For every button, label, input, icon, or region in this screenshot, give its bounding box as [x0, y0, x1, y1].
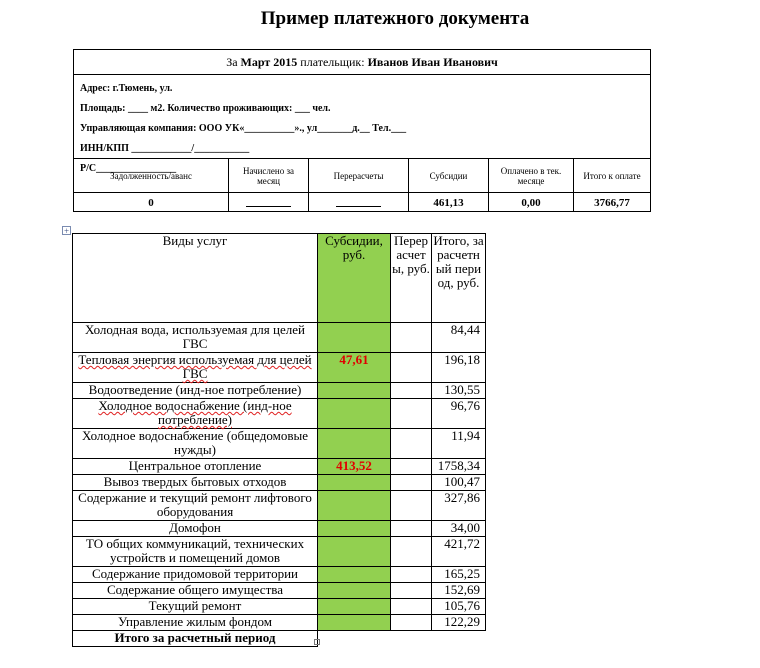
address-line: Адрес: г.Тюмень, ул. [80, 83, 173, 94]
service-row [73, 599, 486, 615]
summary-col-charged: Начислено за месяц [229, 159, 309, 193]
table-move-handle-icon[interactable]: + [63, 226, 70, 236]
service-row [73, 583, 486, 599]
service-name: Содержание и текущий ремонт лифтового оборудования [73, 491, 318, 521]
summary-total-value: 3766,77 [574, 193, 651, 213]
service-subsidy: 413,52 [318, 459, 391, 475]
summary-charged-value [229, 193, 309, 213]
service-name: Управление жилым фондом [73, 615, 318, 631]
summary-col-total: Итого к оплате [574, 159, 651, 193]
service-total: 152,69 [432, 583, 486, 599]
service-total: 327,86 [432, 491, 486, 521]
payer-label: плательщик: [300, 55, 365, 69]
service-name: Холодное водоснабжение (инд-ное потребление) [73, 399, 318, 429]
service-total: 105,76 [432, 599, 486, 615]
area-line: Площадь: ____ м2. Количество проживающих: ___ чел. [80, 103, 331, 114]
service-recalc [391, 429, 432, 459]
service-subsidy [318, 567, 391, 583]
service-row [73, 537, 486, 567]
period: Март 2015 [240, 55, 298, 69]
payer-name: Иванов Иван Иванович [367, 55, 498, 69]
period-line [74, 50, 650, 75]
service-name: Содержание придомовой территории [73, 567, 318, 583]
empty-cell [432, 631, 486, 647]
service-row [73, 383, 486, 399]
service-total: 96,76 [432, 399, 486, 429]
col-header-subsidy: Субсидии, руб. [318, 234, 391, 323]
service-subsidy [318, 599, 391, 615]
service-recalc [391, 353, 432, 383]
summary-header-row [74, 159, 650, 193]
service-name: Вывоз твердых бытовых отходов [73, 475, 318, 491]
service-subsidy: 47,61 [318, 353, 391, 383]
service-recalc [391, 615, 432, 631]
service-total: 1758,34 [432, 459, 486, 475]
service-name: Текущий ремонт [73, 599, 318, 615]
service-subsidy [318, 537, 391, 567]
service-name: ТО общих коммуникаций, технических устройств и помещений домов [73, 537, 318, 567]
summary-paid-value: 0,00 [489, 193, 574, 213]
service-total: 100,47 [432, 475, 486, 491]
empty-cell [318, 631, 391, 647]
col-header-services: Виды услуг [73, 234, 318, 323]
services-table [72, 233, 486, 647]
services-footer-row [73, 631, 486, 647]
service-subsidy [318, 475, 391, 491]
service-row [73, 615, 486, 631]
service-total: 34,00 [432, 521, 486, 537]
service-subsidy [318, 615, 391, 631]
blank-underline [336, 196, 381, 207]
service-row [73, 459, 486, 475]
service-recalc [391, 383, 432, 399]
service-subsidy [318, 429, 391, 459]
service-row [73, 567, 486, 583]
summary-col-paid: Оплачено в тек. месяце [489, 159, 574, 193]
service-row [73, 491, 486, 521]
service-name: Содержание общего имущества [73, 583, 318, 599]
summary-col-debt: Задолженность/аванс [74, 159, 229, 193]
summary-values-row [74, 193, 650, 213]
service-total: 122,29 [432, 615, 486, 631]
service-row [73, 429, 486, 459]
payer-header-box [73, 49, 651, 212]
service-recalc [391, 567, 432, 583]
service-subsidy [318, 399, 391, 429]
summary-table [74, 158, 650, 212]
table-resize-handle-icon[interactable] [314, 639, 320, 645]
summary-debt-value: 0 [74, 193, 229, 213]
summary-col-subsidy: Субсидии [409, 159, 489, 193]
service-subsidy [318, 323, 391, 353]
service-subsidy [318, 521, 391, 537]
service-subsidy [318, 491, 391, 521]
service-total: 165,25 [432, 567, 486, 583]
document-title: Пример платежного документа [260, 8, 530, 29]
empty-cell [391, 631, 432, 647]
service-recalc [391, 475, 432, 491]
service-total: 11,94 [432, 429, 486, 459]
col-header-total: Итого, за расчетный период, руб. [432, 234, 486, 323]
service-row [73, 323, 486, 353]
service-recalc [391, 537, 432, 567]
service-name: Холодное водоснабжение (общедомовые нужды) [73, 429, 318, 459]
service-total: 421,72 [432, 537, 486, 567]
service-row [73, 399, 486, 429]
service-recalc [391, 599, 432, 615]
service-recalc [391, 521, 432, 537]
summary-recalc-value [309, 193, 409, 213]
service-subsidy [318, 583, 391, 599]
service-subsidy [318, 383, 391, 399]
blank-underline [246, 196, 291, 207]
summary-col-recalc: Перерасчеты [309, 159, 409, 193]
service-name: Водоотведение (инд-ное потребление) [73, 383, 318, 399]
period-prefix: За [226, 55, 238, 69]
service-name: Домофон [73, 521, 318, 537]
service-row [73, 353, 486, 383]
service-name: Центральное отопление [73, 459, 318, 475]
company-line: Управляющая компания: ООО УК«__________»., ул_______д.__ Тел.___ [80, 123, 407, 134]
inn-line: ИНН/КПП ____________/___________ [80, 143, 250, 154]
service-recalc [391, 583, 432, 599]
service-recalc [391, 459, 432, 475]
service-total: 84,44 [432, 323, 486, 353]
col-header-recalc: Перерасчеты, руб. [391, 234, 432, 323]
summary-subsidy-value: 461,13 [409, 193, 489, 213]
service-row [73, 475, 486, 491]
service-row [73, 521, 486, 537]
services-header-row [73, 234, 486, 323]
service-recalc [391, 491, 432, 521]
service-name: Тепловая энергия используемая для целей ГВС [73, 353, 318, 383]
service-name: Холодная вода, используемая для целей ГВС [73, 323, 318, 353]
account-line: Р/С________________ [80, 163, 177, 174]
service-total: 196,18 [432, 353, 486, 383]
service-recalc [391, 399, 432, 429]
services-footer-label: Итого за расчетный период [73, 631, 318, 647]
service-recalc [391, 323, 432, 353]
service-total: 130,55 [432, 383, 486, 399]
